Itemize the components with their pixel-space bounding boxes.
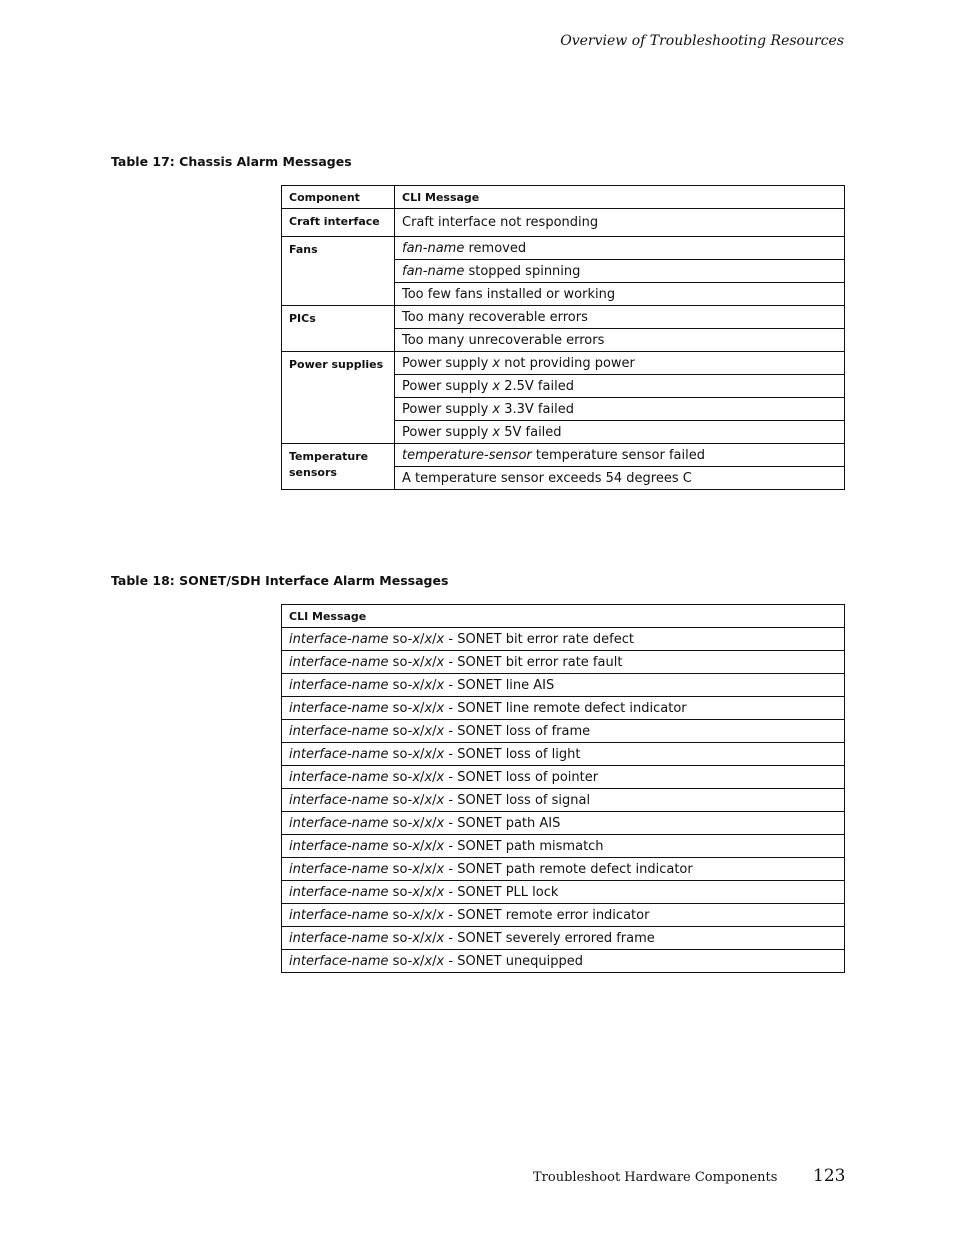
message-variable: x	[436, 792, 445, 808]
message-variable: x	[436, 953, 445, 969]
message-variable: interface-name	[289, 907, 389, 923]
message-text: SONET loss of light	[457, 746, 581, 762]
component-cell: Craft interface	[282, 209, 395, 237]
table-row	[282, 444, 845, 467]
message-variable: x	[492, 378, 501, 394]
table-header-row	[282, 605, 845, 628]
message-text: SONET line AIS	[457, 677, 555, 693]
message-variable: x	[424, 953, 433, 969]
message-variable: x	[424, 677, 433, 693]
table-18-caption: Table 18: SONET/SDH Interface Alarm Messages	[111, 573, 449, 588]
message-variable: interface-name	[289, 769, 389, 785]
table-row	[282, 651, 845, 674]
message-variable: interface-name	[289, 792, 389, 808]
message-variable: x	[436, 884, 445, 900]
message-variable: x	[424, 631, 433, 647]
message-cell: interface-name so-x/x/x - SONET loss of frame	[282, 720, 845, 743]
table-row	[282, 904, 845, 927]
message-variable: x	[412, 746, 421, 762]
message-cell	[395, 398, 845, 421]
message-variable: x	[424, 746, 433, 762]
table-17-caption: Table 17: Chassis Alarm Messages	[111, 154, 352, 169]
message-variable: x	[412, 677, 421, 693]
message-variable: x	[412, 953, 421, 969]
message-variable: x	[436, 654, 445, 670]
message-variable: x	[424, 907, 433, 923]
message-text: Power supply	[402, 401, 493, 417]
message-text: SONET line remote defect indicator	[457, 700, 687, 716]
message-cell: interface-name so-x/x/x - SONET severely errored frame	[282, 927, 845, 950]
table-row	[282, 950, 845, 973]
message-text: 3.3V failed	[500, 401, 574, 417]
table-row	[282, 697, 845, 720]
message-variable: x	[436, 815, 445, 831]
message-cell: interface-name so-x/x/x - SONET line remote defect indicator	[282, 697, 845, 720]
table-row	[282, 720, 845, 743]
message-cell: interface-name so-x/x/x - SONET unequipped	[282, 950, 845, 973]
message-variable: interface-name	[289, 884, 389, 900]
message-text: temperature sensor failed	[531, 447, 705, 463]
message-text: SONET bit error rate fault	[457, 654, 623, 670]
sonet-alarm-table	[281, 604, 845, 973]
table-row	[282, 858, 845, 881]
message-variable: x	[436, 677, 445, 693]
message-variable: x	[492, 424, 501, 440]
message-variable: interface-name	[289, 677, 389, 693]
message-cell	[395, 237, 845, 260]
message-text: Power supply	[402, 378, 493, 394]
message-variable: x	[424, 792, 433, 808]
message-variable: x	[412, 631, 421, 647]
message-variable: interface-name	[289, 631, 389, 647]
message-variable: x	[424, 861, 433, 877]
message-cell: interface-name so-x/x/x - SONET bit error rate defect	[282, 628, 845, 651]
message-variable: x	[412, 884, 421, 900]
message-text: SONET path remote defect indicator	[457, 861, 693, 877]
message-text: 2.5V failed	[500, 378, 574, 394]
message-variable: interface-name	[289, 930, 389, 946]
running-header: Overview of Troubleshooting Resources	[560, 33, 844, 49]
message-variable: x	[436, 723, 445, 739]
table-row	[282, 766, 845, 789]
column-header-cli-message: CLI Message	[395, 186, 845, 209]
message-cell: interface-name so-x/x/x - SONET path mismatch	[282, 835, 845, 858]
message-variable: x	[412, 907, 421, 923]
message-variable: interface-name	[289, 838, 389, 854]
message-variable: temperature-sensor	[402, 447, 532, 463]
message-cell: interface-name so-x/x/x - SONET bit error rate fault	[282, 651, 845, 674]
message-variable: interface-name	[289, 953, 389, 969]
message-cell	[395, 260, 845, 283]
table-row	[282, 812, 845, 835]
message-cell: interface-name so-x/x/x - SONET path remote defect indicator	[282, 858, 845, 881]
message-variable: x	[412, 861, 421, 877]
message-variable: x	[424, 654, 433, 670]
message-variable: x	[436, 861, 445, 877]
message-variable: x	[424, 815, 433, 831]
message-text: SONET unequipped	[457, 953, 584, 969]
message-variable: interface-name	[289, 723, 389, 739]
message-variable: x	[424, 884, 433, 900]
table-row	[282, 927, 845, 950]
table-row	[282, 674, 845, 697]
message-text: stopped spinning	[464, 263, 581, 279]
message-text: not providing power	[500, 355, 635, 371]
message-text: SONET path AIS	[457, 815, 561, 831]
message-variable: x	[412, 723, 421, 739]
message-text: removed	[464, 240, 527, 256]
message-variable: x	[424, 769, 433, 785]
message-variable: x	[436, 631, 445, 647]
message-text: SONET remote error indicator	[457, 907, 650, 923]
table-header-row	[282, 186, 845, 209]
message-variable: x	[436, 746, 445, 762]
message-text: SONET bit error rate defect	[457, 631, 635, 647]
message-text: SONET loss of frame	[457, 723, 591, 739]
message-cell	[395, 283, 845, 306]
message-cell: interface-name so-x/x/x - SONET line AIS	[282, 674, 845, 697]
column-header-cli-message: CLI Message	[282, 605, 845, 628]
message-text: A temperature sensor exceeds 54 degrees C	[402, 470, 692, 486]
message-text: Power supply	[402, 355, 493, 371]
message-variable: x	[412, 792, 421, 808]
message-text: SONET loss of signal	[457, 792, 591, 808]
message-variable: interface-name	[289, 815, 389, 831]
message-cell: interface-name so-x/x/x - SONET path AIS	[282, 812, 845, 835]
footer-section-title: Troubleshoot Hardware Components	[533, 1170, 778, 1185]
table-row	[282, 835, 845, 858]
table-row	[282, 789, 845, 812]
message-cell: interface-name so-x/x/x - SONET loss of light	[282, 743, 845, 766]
message-variable: x	[412, 654, 421, 670]
page-number: 123	[813, 1166, 846, 1186]
table-row	[282, 881, 845, 904]
message-cell: interface-name so-x/x/x - SONET loss of signal	[282, 789, 845, 812]
message-variable: x	[492, 355, 501, 371]
message-variable: interface-name	[289, 746, 389, 762]
message-variable: x	[436, 838, 445, 854]
component-cell: Power supplies	[282, 352, 395, 444]
message-variable: x	[424, 723, 433, 739]
message-cell	[395, 352, 845, 375]
message-text: SONET severely errored frame	[457, 930, 655, 946]
message-cell	[395, 375, 845, 398]
message-variable: x	[424, 930, 433, 946]
message-cell: interface-name so-x/x/x - SONET PLL lock	[282, 881, 845, 904]
message-variable: x	[412, 700, 421, 716]
message-variable: interface-name	[289, 861, 389, 877]
message-variable: x	[436, 700, 445, 716]
message-text: SONET PLL lock	[457, 884, 559, 900]
message-variable: x	[424, 838, 433, 854]
message-text: Craft interface not responding	[402, 215, 599, 230]
message-variable: interface-name	[289, 700, 389, 716]
message-variable: x	[492, 401, 501, 417]
message-cell	[395, 444, 845, 467]
message-text: Too many recoverable errors	[402, 309, 588, 325]
message-variable: x	[424, 700, 433, 716]
message-text: Power supply	[402, 424, 493, 440]
message-cell: interface-name so-x/x/x - SONET remote error indicator	[282, 904, 845, 927]
message-variable: x	[412, 930, 421, 946]
message-variable: fan-name	[402, 240, 465, 256]
message-variable: x	[412, 815, 421, 831]
message-text: SONET path mismatch	[457, 838, 604, 854]
message-variable: x	[412, 769, 421, 785]
table-row	[282, 743, 845, 766]
message-cell	[395, 306, 845, 329]
column-header-component: Component	[282, 186, 395, 209]
message-text: 5V failed	[500, 424, 562, 440]
message-cell	[395, 421, 845, 444]
message-text: Too few fans installed or working	[402, 286, 616, 302]
table-row	[282, 628, 845, 651]
table-row	[282, 209, 845, 237]
table-row	[282, 306, 845, 329]
message-cell	[395, 329, 845, 352]
message-variable: x	[436, 930, 445, 946]
table-row	[282, 237, 845, 260]
component-cell: PICs	[282, 306, 395, 352]
message-cell	[395, 209, 845, 237]
component-cell: Temperature sensors	[282, 444, 395, 490]
message-text: SONET loss of pointer	[457, 769, 599, 785]
message-variable: fan-name	[402, 263, 465, 279]
message-variable: x	[436, 907, 445, 923]
message-cell: interface-name so-x/x/x - SONET loss of pointer	[282, 766, 845, 789]
message-variable: interface-name	[289, 654, 389, 670]
message-cell	[395, 467, 845, 490]
message-text: Too many unrecoverable errors	[402, 332, 605, 348]
message-variable: x	[436, 769, 445, 785]
message-variable: x	[412, 838, 421, 854]
component-cell: Fans	[282, 237, 395, 306]
chassis-alarm-table	[281, 185, 845, 490]
table-row	[282, 352, 845, 375]
